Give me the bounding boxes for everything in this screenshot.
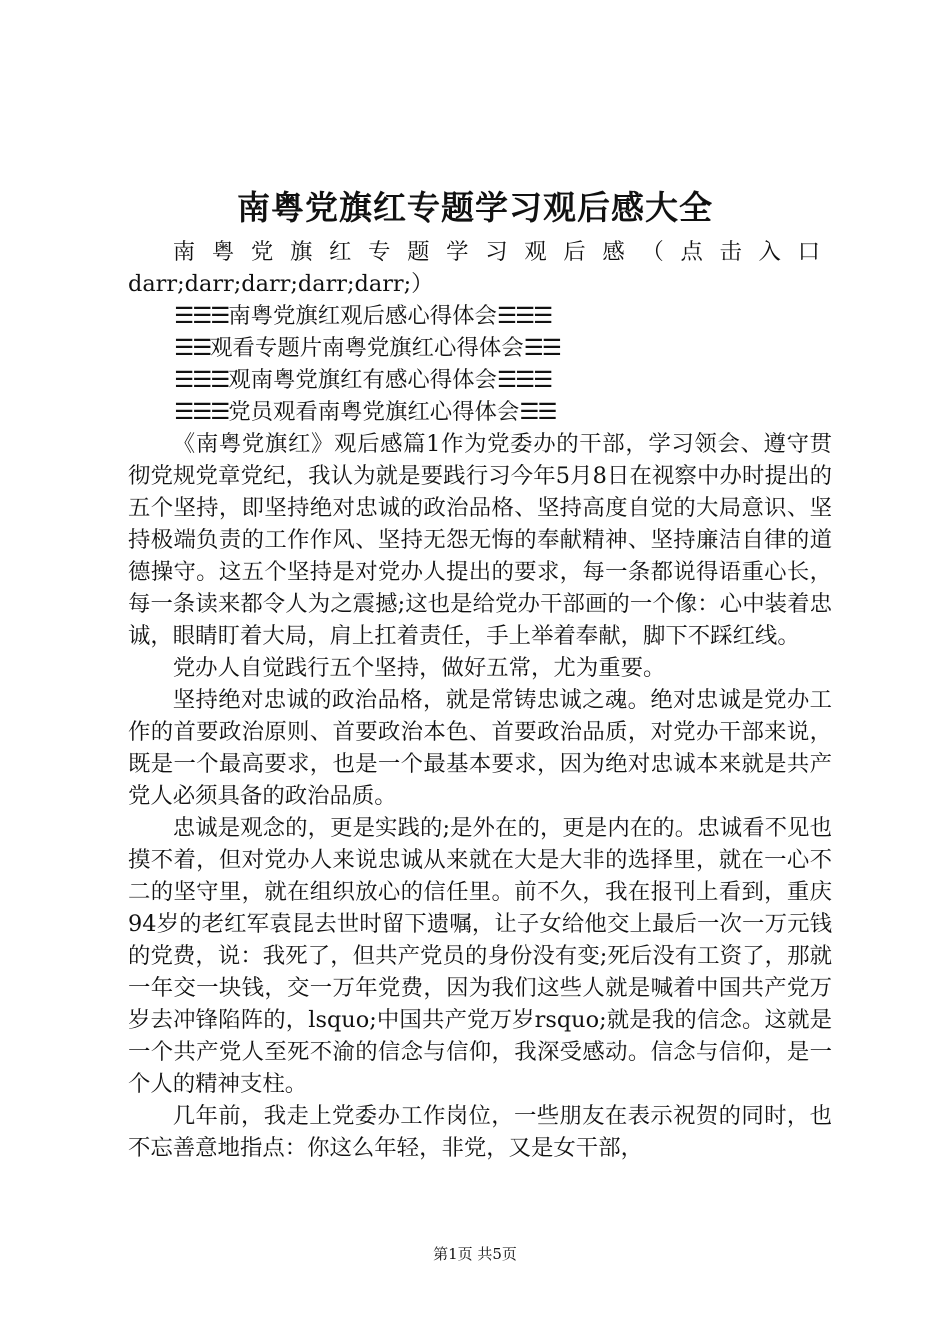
page-footer: 第1页 共5页	[433, 1245, 517, 1263]
trigram-icon: ☰☰	[519, 399, 556, 425]
trigram-icon: ☰☰☰	[174, 367, 229, 393]
intro-tail: darr;darr;darr;darr;darr;）	[128, 271, 434, 297]
link-item[interactable]	[174, 300, 832, 332]
link-list	[128, 300, 832, 428]
paragraph: 党办人自觉践行五个坚持，做好五常，尤为重要。	[172, 655, 666, 681]
trigram-icon: ☰☰	[523, 335, 560, 361]
paragraph: 忠诚是观念的，更是实践的;是外在的，更是内在的。忠诚看不见也摸不着，但对党办人来说忠诚从来就在大是大非的选择里，就在一心不二的坚守里，就在组织放心的信任里。前不久，我在报刊上看到，重庆94岁的老红军袁昆去世时留下遗嘱，让子女给他交上最后一次一万元钱的党费，说：我死了，但共产党员的身份没有变;死后没有工资了，那就一年交一块钱，交一万年党费，因为我们这些人就是喊着中国共产党万岁去冲锋陷阵的，lsquo;中国共产党万岁rsquo;就是我的信念。这就是一个共产党人至死不渝的信念与信仰，我深受感动。信念与信仰，是一个人的精神支柱。	[128, 815, 832, 1097]
document-title: 南粤党旗红专题学习观后感大全	[237, 188, 713, 227]
intro-line: 南粤党旗红专题学习观后感（点击入口	[172, 239, 832, 265]
link-label[interactable]: 南粤党旗红观后感心得体会	[228, 303, 497, 329]
link-item[interactable]	[174, 332, 832, 364]
trigram-icon: ☰☰☰	[496, 367, 552, 393]
paragraph: 几年前，我走上党委办工作岗位，一些朋友在表示祝贺的同时，也不忘善意地指点：你这么年轻，非党，又是女干部，	[128, 1103, 832, 1161]
paragraph: 坚持绝对忠诚的政治品格，就是常铸忠诚之魂。绝对忠诚是党办工作的首要政治原则、首要政治本色、首要政治品质，对党办干部来说，既是一个最高要求，也是一个最基本要求，因为绝对忠诚本来就是共产党人必须具备的政治品质。	[128, 687, 832, 809]
link-label[interactable]: 党员观看南粤党旗红心得体会	[228, 399, 520, 425]
link-item[interactable]	[174, 364, 832, 396]
paragraph: 《南粤党旗红》观后感篇1作为党委办的干部，学习领会、遵守贯彻党规党章党纪，我认为就是要践行习今年5月8日在视察中办时提出的五个坚持，即坚持绝对忠诚的政治品格、坚持高度自觉的大局意识、坚持极端负责的工作作风、坚持无怨无悔的奉献精神、坚持廉洁自律的道德操守。这五个坚持是对党办人提出的要求，每一条都说得语重心长，每一条读来都令人为之震撼;这也是给党办干部画的一个像：心中装着忠诚，眼睛盯着大局，肩上扛着责任，手上举着奉献，脚下不踩红线。	[128, 431, 832, 649]
trigram-icon: ☰☰	[174, 335, 211, 361]
link-label[interactable]: 观南粤党旗红有感心得体会	[228, 367, 497, 393]
trigram-icon: ☰☰☰	[174, 399, 229, 425]
trigram-icon: ☰☰☰	[496, 303, 552, 329]
link-label[interactable]: 观看专题片南粤党旗红心得体会	[210, 335, 524, 361]
document-body	[128, 236, 832, 1164]
trigram-icon: ☰☰☰	[174, 303, 229, 329]
link-item[interactable]	[174, 396, 832, 428]
